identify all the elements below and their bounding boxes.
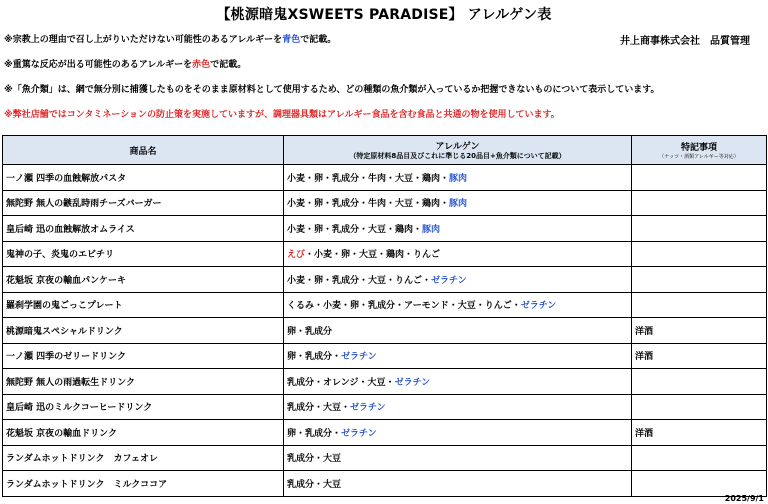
note-red-word: 赤色 — [192, 60, 211, 70]
allergen-religious: 豚肉 — [449, 199, 468, 210]
allergen-religious: ゼラチン — [341, 428, 377, 439]
note-cell — [632, 471, 767, 497]
allergen-religious: ゼラチン — [520, 301, 557, 312]
header-product: 商品名 — [3, 136, 284, 165]
table-row — [3, 471, 767, 497]
allergen-cell — [284, 190, 632, 216]
allergen-religious: 豚肉 — [449, 173, 468, 184]
table-row — [3, 241, 767, 267]
product-name-cell: ランダムホットドリンク ミルクココア — [3, 471, 284, 497]
header-notes: 特記事項 （ナッツ・酒類アレルギー等対応） — [632, 136, 767, 165]
allergen-cell — [284, 343, 632, 369]
allergen-cell — [284, 394, 632, 420]
allergen-list: 卵・乳成分・ — [287, 428, 342, 439]
allergen-list: 卵・乳成分 — [287, 326, 333, 337]
note-cell: 洋酒 — [632, 420, 767, 446]
product-name-cell: 鬼神の子、炎鬼のエビチリ — [3, 241, 284, 267]
allergen-list: 乳成分・大豆 — [287, 454, 342, 465]
allergen-list: ・小麦・卵・大豆・鶏肉・りんご — [305, 250, 441, 261]
product-name-cell: 羅刹学園の鬼ごっこプレート — [3, 292, 284, 318]
allergen-cell — [284, 292, 632, 318]
note-cell — [632, 394, 767, 420]
note-cell — [632, 369, 767, 395]
table-row — [3, 445, 767, 471]
note-cell — [632, 165, 767, 191]
note-cell: 洋酒 — [632, 318, 767, 344]
table-row — [3, 165, 767, 191]
table-row — [3, 318, 767, 344]
allergen-cell — [284, 445, 632, 471]
note-cell — [632, 216, 767, 242]
product-name-cell: 無陀野 無人の雨過転生ドリンク — [3, 369, 284, 395]
allergen-list: 小麦・卵・乳成分・大豆・りんご・ — [287, 275, 432, 286]
product-name-cell: 皇后崎 迅の血蝕解放オムライス — [3, 216, 284, 242]
note-religion: ※宗教上の理由で召し上がりいただけない可能性のあるアレルギーを青色で記載。 — [4, 35, 337, 45]
product-name-cell: 花魁坂 京夜の輸血パンケーキ — [3, 267, 284, 293]
allergen-religious: ゼラチン — [341, 352, 377, 363]
allergen-list: 乳成分・大豆 — [287, 479, 342, 490]
table-header-row — [3, 136, 767, 165]
allergen-religious: ゼラチン — [431, 275, 467, 286]
product-name-cell: 無陀野 無人の鏃乱時雨チーズバーガー — [3, 190, 284, 216]
allergen-cell — [284, 471, 632, 497]
allergen-severe: えび — [287, 250, 306, 261]
table-row — [3, 343, 767, 369]
header-allergen: アレルゲン （特定原材料8品目及びこれに準じる20品目+魚介類について記載） — [284, 136, 632, 165]
allergen-cell — [284, 241, 632, 267]
date-stamp: 2025/9/1 — [724, 494, 764, 503]
allergen-list: くるみ・小麦・卵・乳成分・アーモンド・大豆・りんご・ — [287, 301, 521, 312]
note-contamination: ※弊社店舗ではコンタミネーションの防止策を実施していますが、調理器具類はアレルギー食品を含む食品と共通の物を使用しています。 — [4, 110, 560, 120]
allergen-cell — [284, 318, 632, 344]
table-row — [3, 267, 767, 293]
note-cell — [632, 267, 767, 293]
allergen-cell — [284, 420, 632, 446]
allergen-religious: 豚肉 — [422, 224, 441, 235]
allergen-list: 乳成分・オレンジ・大豆・ — [287, 377, 395, 388]
allergen-table — [2, 135, 767, 497]
table-row — [3, 190, 767, 216]
allergen-cell — [284, 267, 632, 293]
product-name-cell: 花魁坂 京夜の輸血ドリンク — [3, 420, 284, 446]
product-name-cell: ランダムホットドリンク カフェオレ — [3, 445, 284, 471]
allergen-list: 小麦・卵・乳成分・牛肉・大豆・鶏肉・ — [287, 173, 450, 184]
allergen-religious: ゼラチン — [350, 403, 386, 414]
table-row — [3, 216, 767, 242]
allergen-list: 小麦・卵・乳成分・牛肉・大豆・鶏肉・ — [287, 199, 450, 210]
note-cell: 洋酒 — [632, 343, 767, 369]
allergen-cell — [284, 369, 632, 395]
note-cell — [632, 190, 767, 216]
allergen-list: 卵・乳成分・ — [287, 352, 342, 363]
company-dept: 品質管理 — [710, 36, 750, 47]
header-allergen-sub: （特定原材料8品目及びこれに準じる20品目+魚介類について記載） — [349, 152, 566, 160]
allergen-cell — [284, 216, 632, 242]
page-title: 【桃源暗鬼XSWEETS PARADISE】 アレルゲン表 — [216, 7, 552, 23]
note-cell — [632, 241, 767, 267]
header-notes-sub: （ナッツ・酒類アレルギー等対応） — [659, 153, 739, 160]
note-cell — [632, 292, 767, 318]
note-blue-word: 青色 — [282, 35, 301, 45]
table-row — [3, 394, 767, 420]
table-row — [3, 369, 767, 395]
product-name-cell: 一ノ瀬 四季の血蝕解放パスタ — [3, 165, 284, 191]
note-cell — [632, 445, 767, 471]
allergen-list: 乳成分・大豆・ — [287, 403, 351, 414]
company-info — [620, 32, 750, 47]
allergen-list: 小麦・卵・乳成分・大豆・鶏肉・ — [287, 224, 423, 235]
note-severe: ※重篤な反応が出る可能性のあるアレルギーを赤色で記載。 — [4, 60, 247, 70]
product-name-cell: 一ノ瀬 四季のゼリードリンク — [3, 343, 284, 369]
company-name: 井上商事株式会社 — [620, 36, 700, 47]
note-seafood: ※「魚介類」は、網で無分別に捕獲したものをそのまま原材料として使用するため、どの種類の魚介類が入っているか把握できないものについて表示しています。 — [4, 85, 660, 95]
product-name-cell: 桃源暗鬼スペシャルドリンク — [3, 318, 284, 344]
table-row — [3, 292, 767, 318]
product-name-cell: 皇后崎 迅のミルクコーヒードリンク — [3, 394, 284, 420]
allergen-religious: ゼラチン — [394, 377, 431, 388]
allergen-cell — [284, 165, 632, 191]
table-row — [3, 420, 767, 446]
